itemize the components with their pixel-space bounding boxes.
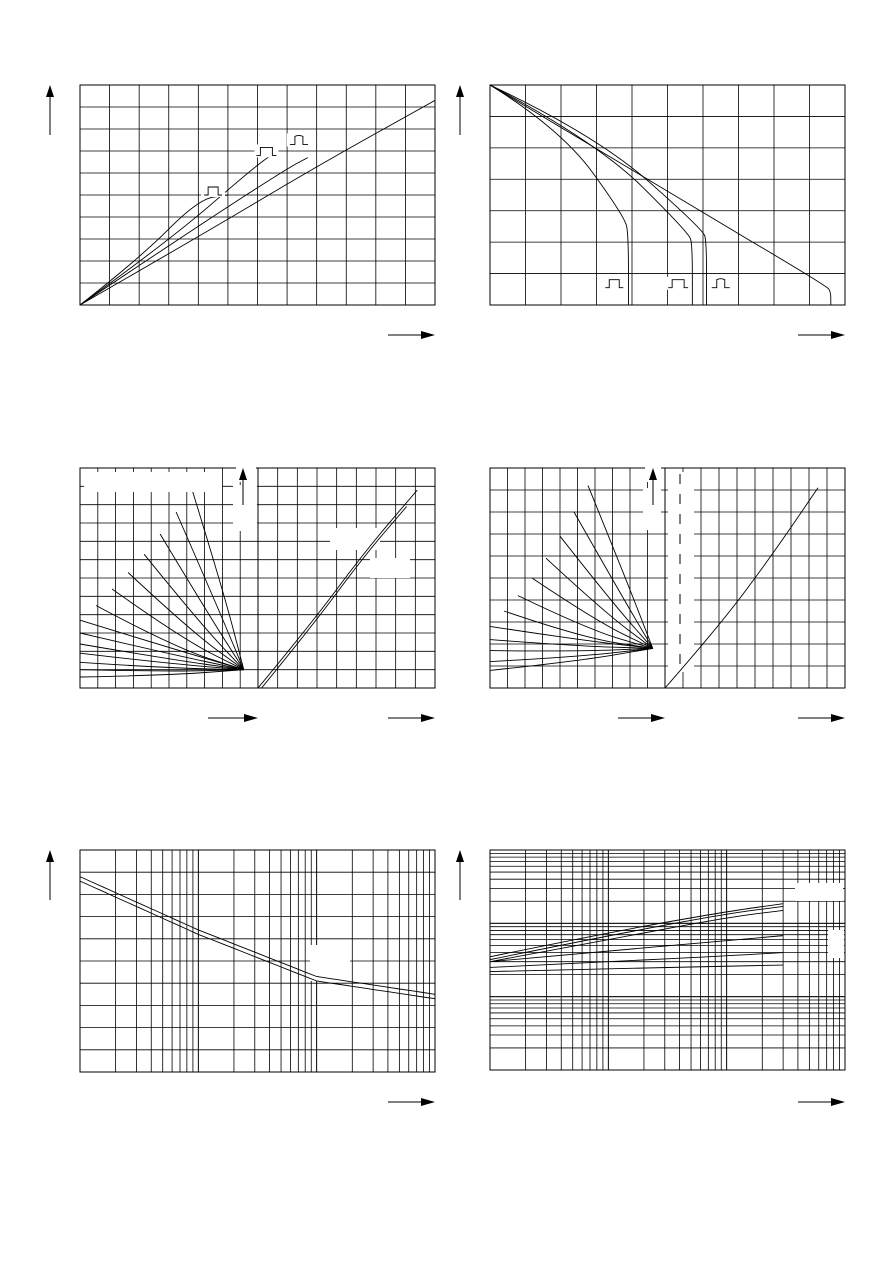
series-line-1 <box>490 85 692 305</box>
label-area <box>828 930 844 958</box>
y-axis-arrow-head <box>456 85 464 97</box>
series-line-3 <box>490 85 831 305</box>
chart-6 <box>450 845 860 1115</box>
chart-3 <box>40 460 450 730</box>
fan-line-4 <box>80 644 244 670</box>
label-area <box>370 558 410 578</box>
series-line-0 <box>490 910 783 961</box>
grid <box>80 85 435 305</box>
series-line-1 <box>490 906 783 959</box>
fan-line-9 <box>560 536 653 648</box>
chart-5 <box>40 845 450 1115</box>
label-area <box>668 472 694 672</box>
chart-4 <box>450 460 860 730</box>
chart-3-svg <box>40 460 450 730</box>
label-area <box>795 883 843 901</box>
grid <box>80 468 258 688</box>
series-line-0 <box>80 881 435 999</box>
grid-log-y <box>490 853 845 1048</box>
grid-log-x <box>526 850 840 1070</box>
x-axis-arrow-head <box>421 1098 435 1106</box>
fan-line-2 <box>490 648 653 651</box>
label-area <box>84 472 222 492</box>
y-axis-arrow-head <box>46 850 54 862</box>
fan-line-8 <box>546 558 653 648</box>
chart-6-svg <box>450 845 860 1115</box>
x-axis-arrow-head <box>421 331 435 339</box>
fan-line-0 <box>490 648 653 670</box>
chart-4-svg <box>450 460 860 730</box>
fan-line-5 <box>504 611 653 648</box>
x-axis-arrow-head <box>244 714 258 722</box>
chart-1 <box>40 80 450 350</box>
label-area <box>310 945 350 981</box>
x-axis-arrow-head <box>421 714 435 722</box>
y-axis-arrow-head <box>46 85 54 97</box>
grid <box>490 468 665 688</box>
fan-line-12 <box>176 512 244 670</box>
fan-line-8 <box>112 589 244 670</box>
chart-2 <box>450 80 860 350</box>
series-line-0 <box>490 85 628 305</box>
series-line-0 <box>258 490 417 688</box>
grid-y <box>80 872 435 1050</box>
y-axis-arrow-head <box>456 850 464 862</box>
fan-line-11 <box>160 534 244 670</box>
series-line-4 <box>490 953 783 968</box>
chart-1-svg <box>40 80 450 350</box>
x-axis-arrow-head <box>651 714 665 722</box>
label-area <box>233 485 257 531</box>
x-axis-arrow-head <box>831 714 845 722</box>
label-area <box>643 488 661 530</box>
fan-line-7 <box>96 606 244 670</box>
series-line-5 <box>490 965 783 972</box>
grid <box>490 85 845 305</box>
fan-line-10 <box>574 512 653 648</box>
plot-frame <box>490 850 845 1070</box>
x-axis-arrow-head <box>831 331 845 339</box>
x-axis-arrow-head <box>831 1098 845 1106</box>
chart-5-svg <box>40 845 450 1115</box>
chart-2-svg <box>450 80 860 350</box>
